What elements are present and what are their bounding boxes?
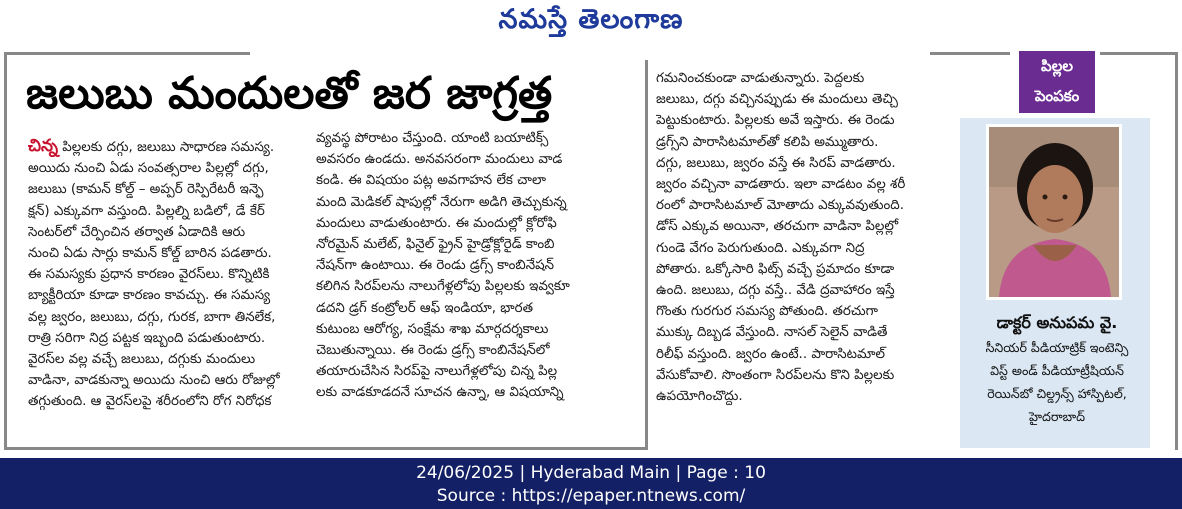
footer-bar [0, 458, 1182, 509]
column-2-text: వ్యవస్థ పోరాటం చేస్తుంది. యాంటి బయాటిక్స్ అవసరం ఉండదు. అనవసరంగా మందులు వాడ కండి. ఈ విషయం పట్ల అవగాహన లేక చాలా మంది మెడికల్ షాపుల్లో నేరుగా అడిగి తెచ్చుకున్న మందులు వాడుతుంటారు. ఈ మందుల్లో క్లోరోఫి నోరమైన్ మలేట్, ఫినైల్ ఫ్రైన్ హైడ్రోక్లోరైడ్ కాంబి నేషన్‌గా ఉంటాయి. ఈ రెండు డ్రగ్స్ కాంబినేషన్ కలిగిన సిరప్‌లను నాలుగేళ్లలోపు పిల్లలకు ఇవ్వకూ డదని డ్రగ్ కంట్రోలర్ ఆఫ్ ఇండియా, భారత కుటుంబ ఆరోగ్య, సంక్షేమ శాఖ మార్గదర్శకాలు చెబుతున్నాయి. ఈ రెండు డ్రగ్స్ కాంబినేషన్‌లో తయారుచేసిన సిరప్‌పై నాలుగేళ్లలోపు చిన్న పిల్ల లకు వాడకూడదనే సూచన ఉన్నా, ఆ విషయాన్ని [316, 131, 570, 401]
footer-date-line: 24/06/2025 | Hyderabad Main | Page : 10 [416, 463, 766, 483]
footer-source-link[interactable]: Source : https://epaper.ntnews.com/ [436, 486, 746, 506]
frame-bottom [4, 447, 648, 450]
section-tag-line2: పెంపకం [1034, 87, 1080, 105]
frame-divider [645, 60, 648, 450]
section-tag-line1: పిల్లల [1041, 57, 1073, 75]
author-portrait-icon [989, 127, 1119, 297]
author-role-line1: సీనియర్ పీడియాట్రిక్ ఇంటెన్సి [985, 340, 1129, 355]
author-name: డాక్టర్ అనుపమ వై. [996, 313, 1118, 332]
author-role-line3: రెయిన్‌బో చిల్డ్రన్స్ హాస్పిటల్, [987, 386, 1127, 401]
frame-left [4, 52, 7, 450]
author-city: హైదరాబాద్ [1028, 409, 1086, 424]
frame-right [1175, 52, 1178, 450]
author-credit [968, 310, 1146, 446]
article-column-2 [316, 128, 620, 434]
column-3-text: గమనించకుండా వాడుతున్నారు. పెద్దలకు జలుబు, దగ్గు వచ్చినప్పుడు ఈ మందులు తెచ్చి పెట్టుకుంటారు. పిల్లలకు అవే ఇస్తారు. ఈ రెండు డ్రగ్స్‌ని పారాసిటమాల్‌తో కలిపి అమ్ముతారు. దగ్గు, జలుబు, జ్వరం వస్తే ఈ సిరప్ వాడతారు. జ్వరం వచ్చినా వాడతారు. ఇలా వాడటం వల్ల శరీ రంలో పారాసిటమాల్ మోతాదు ఎక్కువవుతుంది. డోస్ ఎక్కువ అయినా, తరచుగా వాడినా పిల్లల్లో గుండె వేగం పెరుగుతుంది. ఎక్కువగా నిద్ర పోతారు. ఒక్కోసారి ఫిట్స్ వచ్చే ప్రమాదం కూడా ఉంది. జలుబు, దగ్గు వస్తే.. వేడి ద్రవాహారం ఇస్తే గొంతు గురగుర సమస్య పోతుంది. తరచుగా ముక్కు దిబ్బడ వేస్తుంది. నాసల్ సెలైన్ వాడితే రిలీఫ్ వస్తుంది. జ్వరం ఉంటే.. పారాసిటమాల్ వేసుకోవాలి. సొంతంగా సిరప్‌లను కొని పిల్లలకు ఉపయోగించొద్దు. [656, 71, 906, 405]
author-photo [986, 124, 1122, 300]
dropcap-word: చిన్న [28, 136, 59, 156]
article-column-3 [656, 68, 938, 438]
newspaper-masthead: నమస్తే తెలంగాణ [498, 4, 684, 35]
frame-top-far-right [1100, 52, 1178, 55]
author-role-line2: విస్ట్ అండ్ పీడియాట్రీషియన్ [990, 363, 1124, 378]
frame-top-left [4, 52, 250, 55]
article-headline: జలుబు మందులతో జర జాగ్రత్త [26, 68, 553, 119]
frame-top-right [930, 52, 1010, 55]
column-1-text: పిల్లలకు దగ్గు, జలుబు సాధారణ సమస్య. అయిదు నుంచి ఏడు సంవత్సరాల పిల్లల్లో దగ్గు, జలుబు (కామన్ కోల్డ్ – అప్పర్ రెస్పిరేటరీ ఇన్ఫె క్షన్) ఎక్కువగా వస్తుంది. పిల్లల్ని బడిలో, డే కేర్ సెంటర్‌లో చేర్పించిన తర్వాత ఏడాదికి ఆరు నుంచి ఏడు సార్లు కామన్ కోల్డ్ బారిన పడతారు. ఈ సమస్యకు ప్రధాన కారణం వైరస్‌లు. కొన్నిటికి బ్యాక్టీరియా కూడా కారణం కావచ్చు. ఈ సమస్య వల్ల జ్వరం, జలుబు, దగ్గు, గురక, బాగా తినలేక, రాత్రి సరిగా నిద్ర పట్టక ఇబ్బంది పడుతుంటారు. వైరస్‌ల వల్ల వచ్చే జలుబు, దగ్గుకు మందులు వాడినా, వాడకున్నా అయిదు నుంచి ఆరు రోజుల్లో తగ్గుతుంది. ఆ వైరస్‌లపై శరీరంలోని రోగ నిరోధక [28, 140, 280, 410]
section-tag [1019, 51, 1095, 113]
article-column-1 [28, 136, 300, 434]
